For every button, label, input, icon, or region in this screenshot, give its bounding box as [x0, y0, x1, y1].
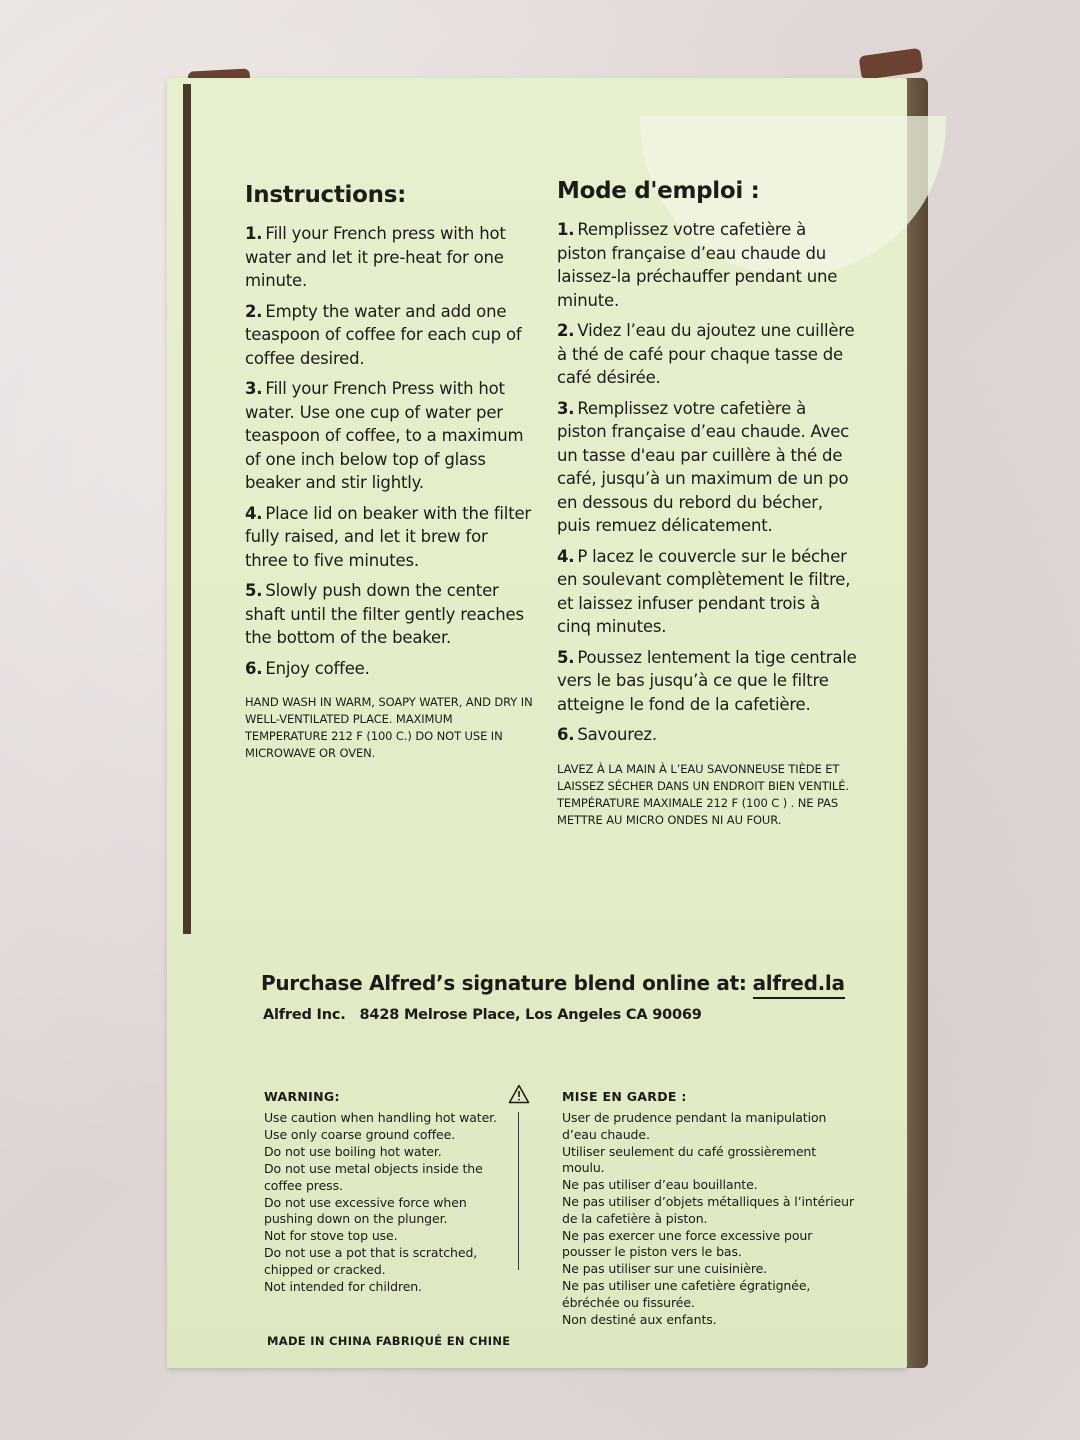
- warning-fr-item: Ne pas utiliser d’eau bouillante.: [562, 1177, 758, 1192]
- warning-fr-item: Ne pas utiliser une cafetière égratignée, ébréchée ou fissurée.: [562, 1278, 811, 1310]
- warning-divider: [518, 1112, 519, 1270]
- warning-triangle-icon: [508, 1084, 530, 1104]
- instructions-fr: [557, 178, 857, 829]
- warning-en-list: [264, 1110, 509, 1296]
- instructions-en-step: 1. Fill your French press with hot water and let it pre-heat for one minute.: [245, 224, 506, 290]
- warning-fr-list: [562, 1110, 862, 1329]
- warning-fr-item: Ne pas utiliser d’objets métalliques à l’intérieur de la cafetière à piston.: [562, 1194, 855, 1226]
- warning-en-item: Use only coarse ground coffee.: [264, 1127, 456, 1142]
- instructions-en-step: 2. Empty the water and add one teaspoon of coffee for each cup of coffee desired.: [245, 301, 522, 368]
- warning-en-item: Do not use a pot that is scratched, chipped or cracked.: [264, 1245, 478, 1277]
- purchase-text: Purchase Alfred’s signature blend online at:: [261, 971, 747, 995]
- warning-fr-item: Utiliser seulement du café grossièrement moulu.: [562, 1143, 817, 1175]
- instructions-fr-step: 2. Videz l’eau du ajoutez une cuillère à thé de café pour chaque tasse de café désirée.: [557, 321, 855, 387]
- instructions-fr-step: 3. Remplissez votre cafetière à piston française d’eau chaude. Avec un tasse d'eau par cuillère à thé de café, jusqu’à un maximum de un po en dessous du rebord du bécher, puis remuez délicatement.: [557, 398, 850, 535]
- instructions-en-heading: Instructions:: [245, 182, 407, 208]
- purchase-line: [261, 971, 845, 995]
- warning-en-item: Do not use metal objects inside the coffee press.: [264, 1161, 483, 1193]
- instructions-fr-step: 6. Savourez.: [557, 725, 657, 744]
- box-flap-right: [859, 48, 924, 80]
- warning-en-item: Do not use boiling hot water.: [264, 1144, 442, 1159]
- instructions-en-step: 3. Fill your French Press with hot water. Use one cup of water per teaspoon of coffee, to a maximum of one inch below top of glass beaker and stir lightly.: [245, 379, 524, 492]
- country-of-origin: MADE IN CHINA FABRIQUÉ EN CHINE: [267, 1334, 511, 1348]
- instructions-fr-step: 1. Remplissez votre cafetière à piston française d’eau chaude du laissez-la préchauffer pendant une minute.: [557, 220, 838, 310]
- instructions-en-step: 5. Slowly push down the center shaft until the filter gently reaches the bottom of the beaker.: [245, 581, 524, 647]
- street-address: 8428 Melrose Place, Los Angeles CA 90069: [359, 1007, 702, 1023]
- company-address: [263, 1007, 702, 1023]
- instructions-fr-step: 4. P lacez le couvercle sur le bécher en soulevant complètement le filtre, et laissez infuser pendant trois à cinq minutes.: [557, 546, 851, 636]
- care-instructions-fr: LAVEZ À LA MAIN À L’EAU SAVONNEUSE TIÈDE ET LAISSEZ SÉCHER DANS UN ENDROIT BIEN VENTILÉ. TEMPÉRATURE MAXIMALE 212 F (100 C ) . NE PAS METTRE AU MICRO ONDES NI AU FOUR.: [557, 761, 849, 827]
- warning-fr-item: Ne pas exercer une force excessive pour pousser le piston vers le bas.: [562, 1227, 813, 1259]
- warning-fr-item: Non destiné aux enfants.: [562, 1311, 717, 1327]
- website-url: alfred.la: [753, 971, 845, 999]
- instructions-en: [245, 182, 535, 762]
- warning-en-item: Not intended for children.: [264, 1278, 423, 1294]
- warning-en-item: Do not use excessive force when pushing down on the plunger.: [264, 1194, 467, 1226]
- warning-en-title: WARNING:: [264, 1089, 340, 1104]
- warning-en-item: Use caution when handling hot water.: [264, 1110, 497, 1125]
- instructions-fr-step: 5. Poussez lentement la tige centrale vers le bas jusqu’à ce que le filtre atteigne le fond de la cafetière.: [557, 647, 857, 714]
- warning-fr-item: Ne pas utiliser sur une cuisinière.: [562, 1261, 768, 1276]
- instructions-fr-heading: Mode d'emploi :: [557, 178, 760, 204]
- box-left-edge: [183, 84, 191, 934]
- warning-fr-item: User de prudence pendant la manipulation d’eau chaude.: [562, 1110, 827, 1142]
- instructions-en-step: 6. Enjoy coffee.: [245, 658, 370, 678]
- warning-fr-title: MISE EN GARDE :: [562, 1089, 687, 1104]
- instructions-en-step: 4. Place lid on beaker with the filter fully raised, and let it brew for three to five minutes.: [245, 503, 531, 570]
- warning-en-item: Not for stove top use.: [264, 1228, 398, 1243]
- company-name: Alfred Inc.: [263, 1007, 346, 1023]
- care-instructions-en: HAND WASH IN WARM, SOAPY WATER, AND DRY IN WELL-VENTILATED PLACE. MAXIMUM TEMPERATURE 212 F (100 C.) DO NOT USE IN MICROWAVE OR OVEN.: [245, 695, 533, 760]
